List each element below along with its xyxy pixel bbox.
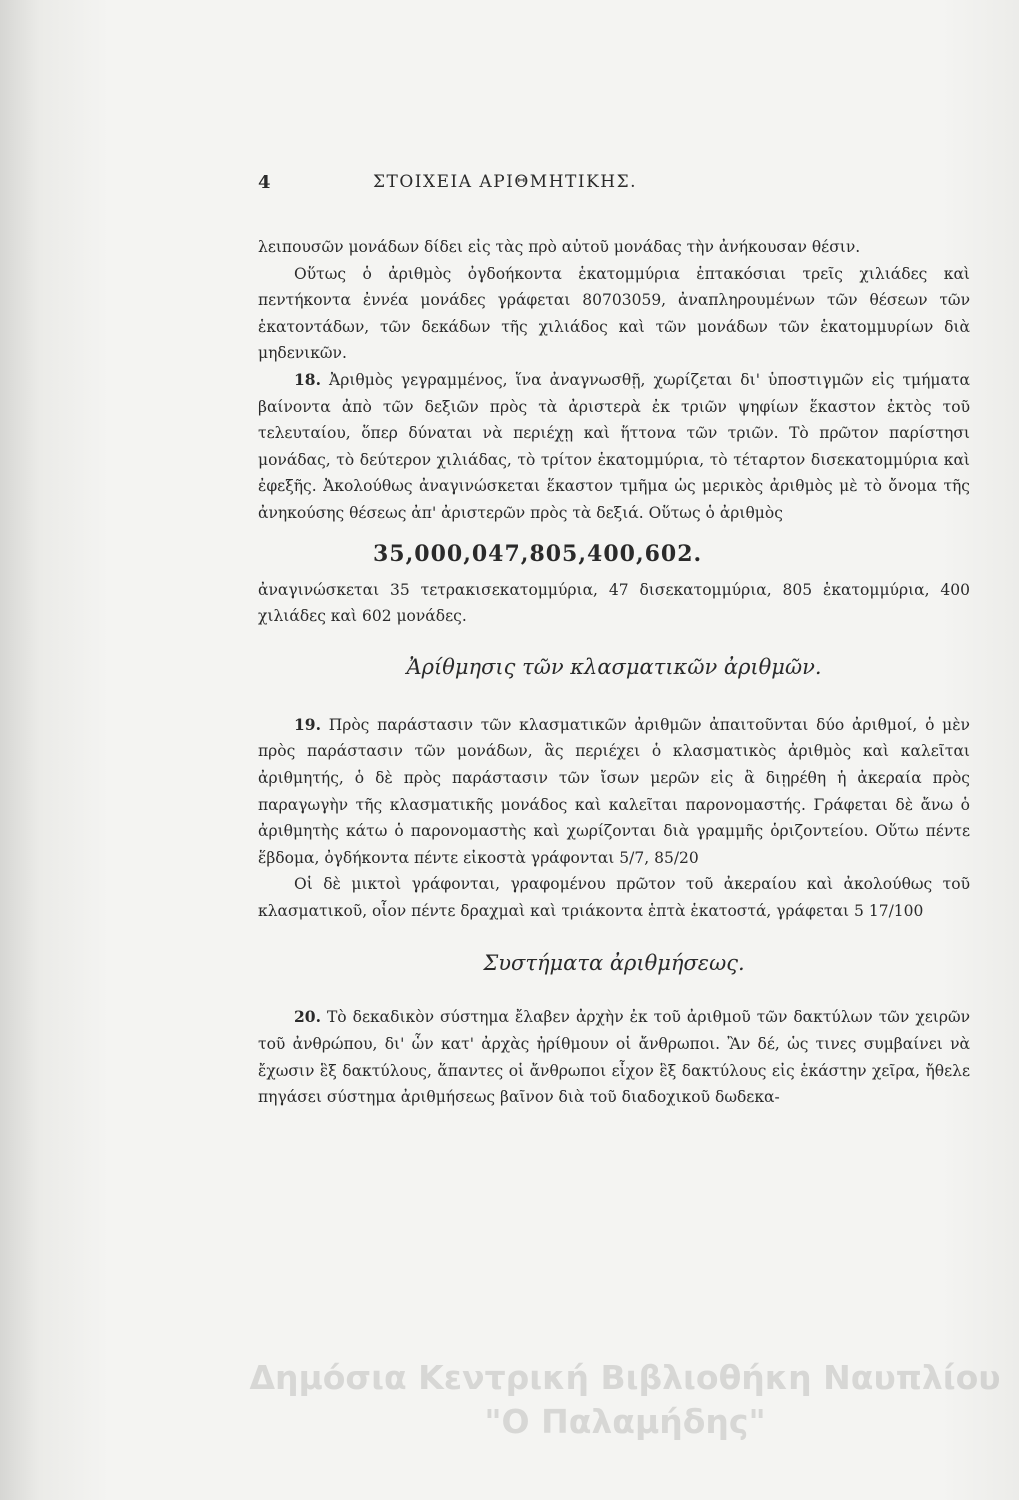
paragraph-18-text: Ἀριθμὸς γεγραμμένος, ἵνα ἀναγνωσθῇ, χωρίζεται δι' ὑποστιγμῶν εἰς τμήματα βαίνοντα ἀπὸ τῶν δεξιῶν πρὸς τὰ ἀριστερὰ ἐκ τριῶν ψηφίων ἕκαστον ἐκτὸς τοῦ τελευταίου, ὅπερ δύναται νὰ περιέχῃ καὶ ἥττονα τῶν τριῶν. Τὸ πρῶτον παρίστησι μονάδας, τὸ δεύτερον χιλιάδας, τὸ τρίτον ἑκατομμύρια, τὸ τέταρτον δισεκατομμύρια καὶ ἐφεξῆς. Ἀκολούθως ἀναγινώσκεται ἕκαστον τμῆμα ὡς μερικὸς ἀριθμὸς μὲ τὸ ὄνομα τῆς ἀνηκούσης θέσεως ἀπ' ἀριστερῶν πρὸς τὰ δεξιά. Οὕτως ὁ ἀριθμὸς <box>258 370 970 522</box>
section-number-19: 19. <box>294 714 321 734</box>
paragraph-20-text: Τὸ δεκαδικὸν σύστημα ἔλαβεν ἀρχὴν ἐκ τοῦ ἀριθμοῦ τῶν δακτύλων τῶν χειρῶν τοῦ ἀνθρώπου, δι' ὧν κατ' ἀρχὰς ἠρίθμουν οἱ ἄνθρωποι. Ἂν δέ, ὡς τινες συμβαίνει νὰ ἔχωσιν ἓξ δακτύλους, ἅπαντες οἱ ἄνθρωποι εἶχον ἓξ δακτύλους εἰς ἑκάστην χεῖρα, ἤθελε πηγάσει σύστημα ἀριθμήσεως βαῖνον διὰ τοῦ διαδοχικοῦ δωδεκα- <box>258 1008 971 1107</box>
running-header <box>258 168 970 202</box>
page-body <box>258 234 970 1111</box>
watermark-line-1: Δημόσια Κεντρική Βιβλιοθήκη Ναυπλίου <box>249 1358 1001 1397</box>
paragraph-continuation: λειπουσῶν μονάδων δίδει εἰς τὰς πρὸ αὐτοῦ μονάδας τὴν ἀνήκουσαν θέσιν. <box>258 238 861 256</box>
book-page <box>258 168 970 1111</box>
paragraph-19-text: Πρὸς παράστασιν τῶν κλασματικῶν ἀριθμῶν ἀπαιτοῦνται δύο ἀριθμοί, ὁ μὲν πρὸς παράστασιν τῶν μονάδων, ἃς περιέχει ὁ κλασματικὸς ἀριθμὸς καὶ καλεῖται ἀριθμητής, ὁ δὲ πρὸς παράστασιν τῶν ἴσων μερῶν εἰς ἃ διῃρέθη ἡ ἀκεραία πρὸς παραγωγὴν τῆς κλασματικῆς μονάδος καὶ καλεῖται παρονομαστής. Γράφεται δὲ ἄνω ὁ ἀριθμητὴς κάτω ὁ παρονομαστὴς καὶ χωρίζονται διὰ γραμμῆς ὁριζοντείου. Οὕτω πέντε ἕβδομα, ὀγδήκοντα πέντε εἰκοστὰ γράφονται 5/7, 85/20 <box>258 715 970 867</box>
section-number-20: 20. <box>294 1007 321 1027</box>
paragraph-reading: ἀναγινώσκεται 35 τετρακισεκατομμύρια, 47 δισεκατομμύρια, 805 ἑκατομμύρια, 400 χιλιάδες καὶ 602 μονάδες. <box>258 580 970 626</box>
paragraph-mixed-numbers: Οἱ δὲ μικτοὶ γράφονται, γραφομένου πρῶτον τοῦ ἀκεραίου καὶ ἀκολούθως τοῦ κλασματικοῦ, οἷον πέντε δραχμαὶ καὶ τριάκοντα ἑπτὰ ἑκατοστά, γράφεται 5 17/100 <box>258 875 970 920</box>
section-heading-fractions: Ἀρίθμησις τῶν κλασματικῶν ἀριθμῶν. <box>406 654 822 679</box>
running-title: ΣΤΟΙΧΕΙΑ ΑΡΙΘΜΗΤΙΚΗΣ. <box>373 172 638 192</box>
library-watermark <box>225 1356 1019 1444</box>
paragraph-example: Οὕτως ὁ ἀριθμὸς ὀγδοήκοντα ἑκατομμύρια ἑπτακόσιαι τρεῖς χιλιάδες καὶ πεντήκοντα ἐννέα μονάδες γράφεται 80703059, ἀναπληρουμένων τῶν θέσεων τῶν ἑκατοντάδων, τῶν δεκάδων τῆς χιλιάδος καὶ τῶν μονάδων τῶν ἑκατομμυρίων διὰ μηδενικῶν. <box>258 264 970 363</box>
section-heading-systems: Συστήματα ἀριθμήσεως. <box>483 951 745 976</box>
paragraph-20 <box>258 1004 970 1110</box>
section-number-18: 18. <box>294 369 321 389</box>
paragraph-18 <box>258 367 970 527</box>
paragraph-19 <box>258 712 970 872</box>
watermark-line-2: "Ο Παλαμήδης" <box>484 1402 766 1441</box>
example-large-number: 35,000,047,805,400,602. <box>373 540 703 567</box>
page-number: 4 <box>258 172 273 193</box>
